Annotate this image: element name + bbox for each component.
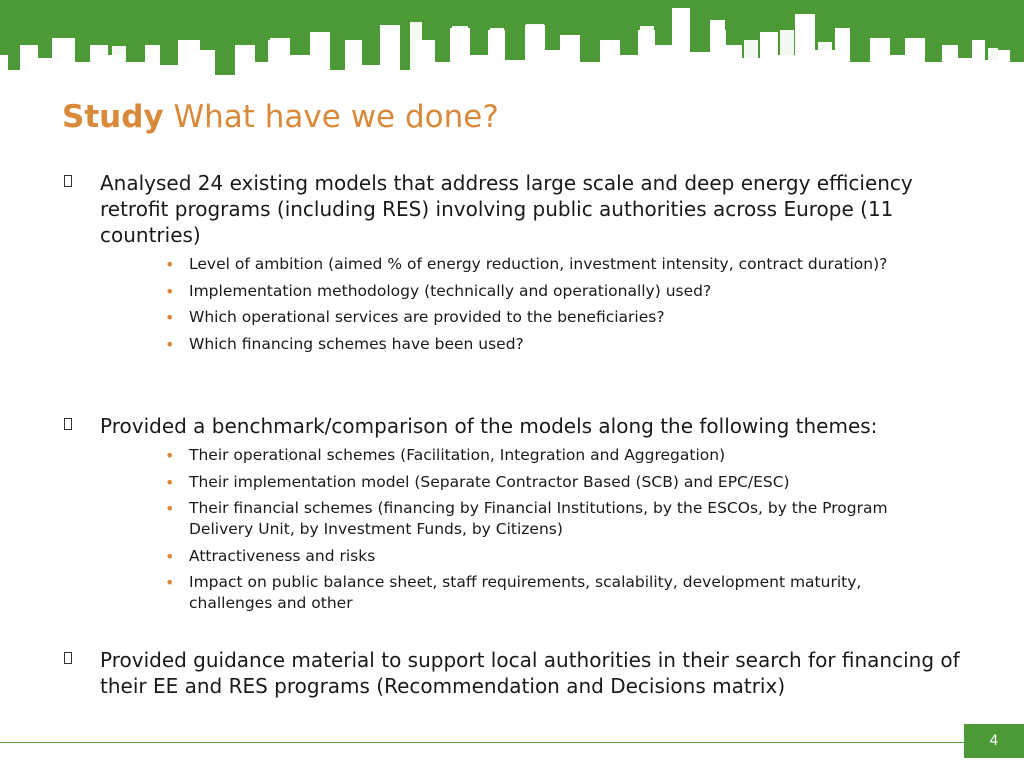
bullet-dot-icon: • <box>165 446 175 465</box>
bullet-square-icon <box>64 175 72 187</box>
sub-bullet: • Their implementation model (Separate Contractor Based (SCB) and EPC/ESC) <box>165 472 790 492</box>
sub-bullet-list <box>62 254 929 355</box>
sub-bullet: • Implementation methodology (technically and operationally) used? <box>165 281 712 301</box>
bullet-dot-icon: • <box>165 573 175 592</box>
page-number-badge <box>964 724 1024 758</box>
main-bullet-text: Analysed 24 existing models that address large scale and deep energy efficiency retrofit programs (including RES) involving public authorities across Europe (11 countries) <box>100 171 913 247</box>
title-rest: What have we done? <box>163 99 499 135</box>
bullet-block-2 <box>62 413 972 620</box>
bullet-dot-icon: • <box>165 255 175 274</box>
main-bullet <box>62 170 972 248</box>
bullet-dot-icon: • <box>165 499 175 518</box>
sub-bullet: • Attractiveness and risks <box>165 546 376 566</box>
bullet-square-icon <box>64 652 72 664</box>
main-bullet-text: Provided a benchmark/comparison of the models along the following themes: <box>100 414 878 438</box>
bullet-dot-icon: • <box>165 546 175 566</box>
sub-bullet: • Which operational services are provided to the beneficiaries? <box>165 308 665 327</box>
sub-bullet: • Their operational schemes (Facilitation, Integration and Aggregation) <box>165 446 726 465</box>
main-bullet-text: Provided guidance material to support local authorities in their search for financing of their EE and RES programs (Recommendation and Decisions matrix) <box>100 648 960 698</box>
bullet-dot-icon: • <box>165 281 175 301</box>
bullet-dot-icon: • <box>165 472 175 492</box>
sub-bullet: • Which financing schemes have been used? <box>165 334 524 354</box>
main-bullet <box>62 647 972 699</box>
bullet-dot-icon: • <box>165 334 175 354</box>
main-bullet <box>62 413 972 439</box>
slide-title <box>62 96 499 138</box>
bullet-dot-icon: • <box>165 308 175 327</box>
footer-divider <box>0 742 964 743</box>
sub-bullet-list <box>62 445 929 614</box>
bullet-square-icon <box>64 418 72 430</box>
title-bold: Study <box>62 99 164 135</box>
sub-bullet: • Level of ambition (aimed % of energy reduction, investment intensity, contract duration)? <box>165 255 888 274</box>
city-skyline-banner <box>0 0 1024 80</box>
bullet-block-1 <box>62 170 972 360</box>
sub-bullet: • Their financial schemes (financing by Financial Institutions, by the ESCOs, by the Program Delivery Unit, by Investment Funds, by Citizens) <box>165 499 888 538</box>
page-number: 4 <box>989 733 999 749</box>
bullet-block-3 <box>62 647 972 699</box>
sub-bullet: • Impact on public balance sheet, staff requirements, scalability, development maturity, challenges and other <box>165 573 862 612</box>
